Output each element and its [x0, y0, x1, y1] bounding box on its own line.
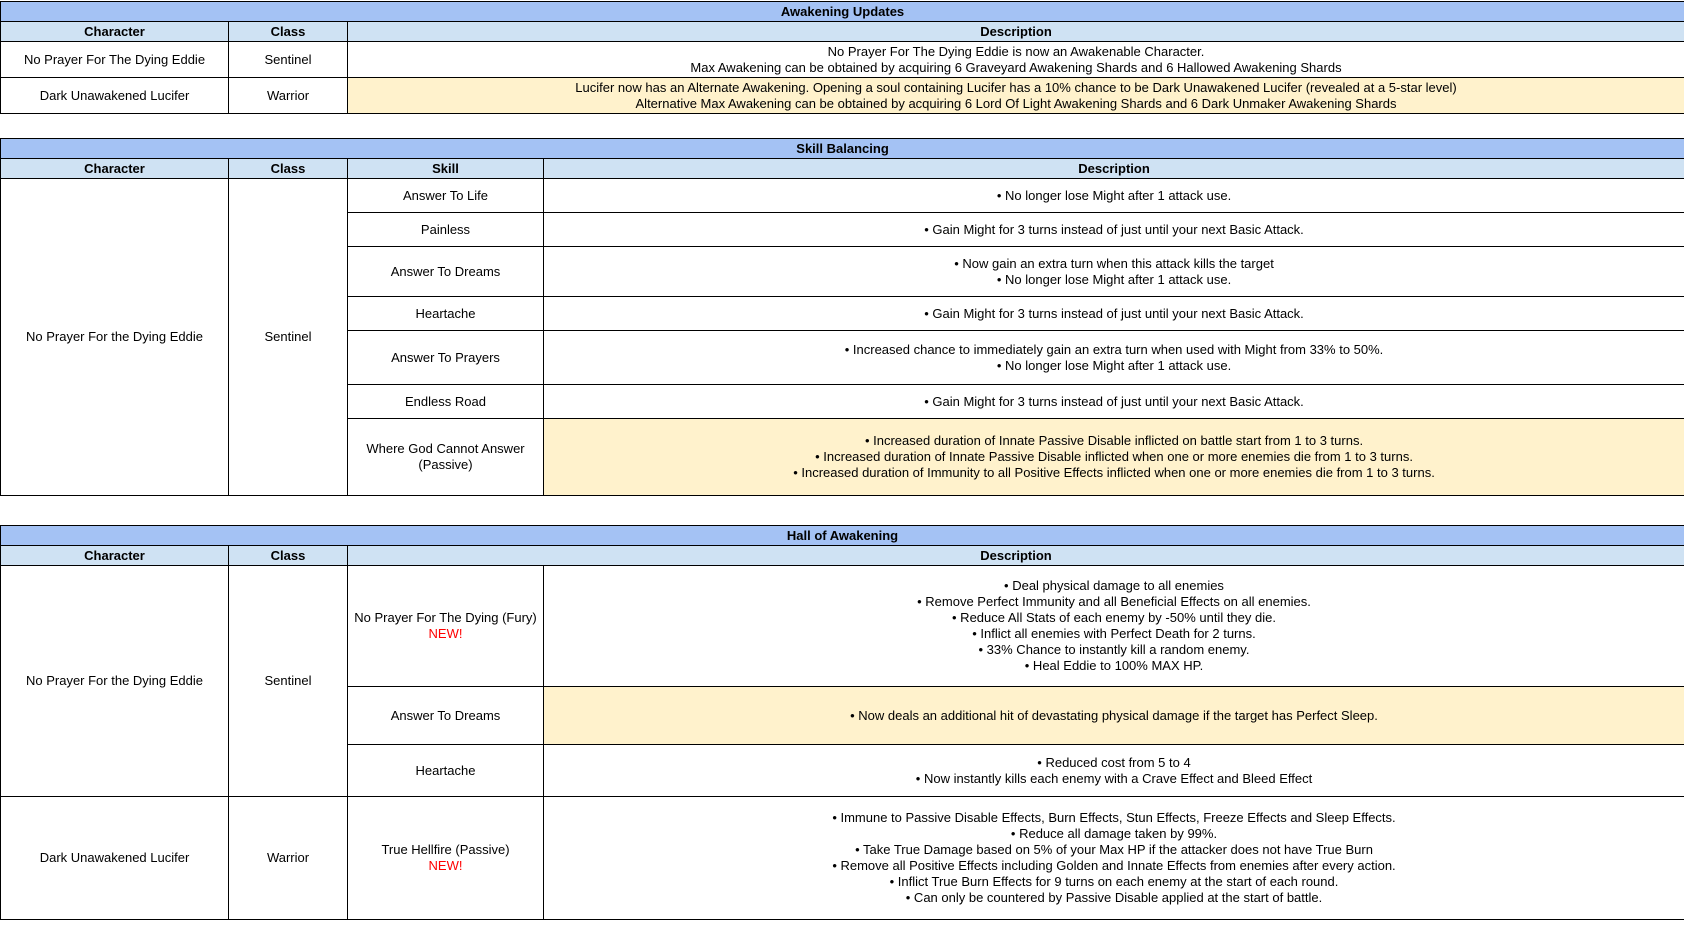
skill-name: Where God Cannot Answer — [366, 441, 525, 456]
header-class: Class — [229, 159, 348, 179]
description-line: • Gain Might for 3 turns instead of just until your next Basic Attack. — [924, 305, 1304, 321]
skill-balancing-title: Skill Balancing — [1, 139, 1684, 159]
skill-cell: Heartache — [348, 745, 544, 797]
header-character: Character — [1, 159, 229, 179]
skill-cell: Heartache — [348, 297, 544, 331]
description-line: • Take True Damage based on 5% of your Max HP if the attacker does not have True Burn — [855, 842, 1373, 857]
hall-of-awakening-title: Hall of Awakening — [1, 526, 1684, 546]
description-cell — [544, 331, 1684, 385]
skill-cell: Painless — [348, 213, 544, 247]
header-class: Class — [229, 22, 348, 42]
description-cell — [348, 78, 1684, 114]
skill-cell: Answer To Life — [348, 179, 544, 213]
description-line: • No longer lose Might after 1 attack use. — [996, 271, 1232, 287]
description-line: • Now gain an extra turn when this attack kills the target — [954, 255, 1274, 271]
description-line: • Can only be countered by Passive Disable applied at the start of battle. — [905, 890, 1323, 905]
description-line: • Heal Eddie to 100% MAX HP. — [1024, 658, 1204, 673]
description-cell — [544, 179, 1684, 213]
description-line: • Now instantly kills each enemy with a Crave Effect and Bleed Effect — [915, 770, 1313, 786]
header-description: Description — [348, 546, 1684, 566]
description-line: • Increased chance to immediately gain an extra turn when used with Might from 33% to 50%. — [844, 341, 1384, 357]
description-line: • Increased duration of Innate Passive Disable inflicted on battle start from 1 to 3 turns. — [864, 433, 1364, 448]
class-cell: Warrior — [229, 797, 348, 920]
header-description: Description — [348, 22, 1684, 42]
awakening-updates-table — [0, 1, 1684, 114]
description-cell — [544, 247, 1684, 297]
skill-name: True Hellfire (Passive) — [381, 842, 510, 857]
table-row — [1, 179, 1684, 213]
new-badge: NEW! — [428, 626, 463, 641]
description-line: • Increased duration of Innate Passive Disable inflicted when one or more enemies die from 1 to 3 turns. — [815, 449, 1413, 464]
table-row — [1, 42, 1684, 78]
header-skill: Skill — [348, 159, 544, 179]
skill-balancing-table — [0, 138, 1684, 496]
description-line: • Inflict True Burn Effects for 9 turns on each enemy at the start of each round. — [889, 874, 1339, 889]
skill-name-suffix: (Passive) — [418, 457, 473, 472]
class-cell: Sentinel — [229, 179, 348, 496]
class-cell: Sentinel — [229, 42, 348, 78]
table-row — [1, 78, 1684, 114]
skill-cell: Answer To Dreams — [348, 687, 544, 745]
character-cell: No Prayer For the Dying Eddie — [1, 566, 229, 797]
description-cell — [544, 687, 1684, 745]
description-line: • Gain Might for 3 turns instead of just until your next Basic Attack. — [924, 221, 1304, 237]
awakening-updates-title: Awakening Updates — [1, 2, 1684, 22]
description-cell — [544, 419, 1684, 496]
description-cell — [544, 745, 1684, 797]
character-cell: No Prayer For the Dying Eddie — [1, 179, 229, 496]
class-cell: Sentinel — [229, 566, 348, 797]
description-cell — [544, 213, 1684, 247]
description-line: • Remove all Positive Effects including Golden and Innate Effects from enemies after every action. — [832, 858, 1396, 873]
skill-cell — [348, 797, 544, 920]
description-line: • Gain Might for 3 turns instead of just until your next Basic Attack. — [924, 393, 1304, 409]
description-cell — [544, 385, 1684, 419]
hall-of-awakening-table — [0, 525, 1684, 920]
skill-cell: Answer To Prayers — [348, 331, 544, 385]
skill-cell: Endless Road — [348, 385, 544, 419]
character-cell: No Prayer For The Dying Eddie — [1, 42, 229, 78]
class-cell: Warrior — [229, 78, 348, 114]
description-line: • Now deals an additional hit of devastating physical damage if the target has Perfect Sleep. — [850, 707, 1378, 723]
skill-cell — [348, 566, 544, 687]
description-line: No Prayer For The Dying Eddie is now an Awakenable Character. — [827, 43, 1205, 59]
description-cell — [348, 42, 1684, 78]
description-line: • Inflict all enemies with Perfect Death for 2 turns. — [972, 626, 1256, 641]
description-line: • Immune to Passive Disable Effects, Burn Effects, Stun Effects, Freeze Effects and Sleep Effects. — [832, 810, 1396, 825]
character-cell: Dark Unawakened Lucifer — [1, 797, 229, 920]
description-line: • No longer lose Might after 1 attack use. — [996, 357, 1232, 373]
description-line: Lucifer now has an Alternate Awakening. Opening a soul containing Lucifer has a 10% chance to be Dark Unawakened Lucifer (revealed at a 5-star level) — [575, 79, 1457, 95]
description-cell — [544, 566, 1684, 687]
description-line: • Deal physical damage to all enemies — [1004, 578, 1224, 593]
description-line: Alternative Max Awakening can be obtained by acquiring 6 Lord Of Light Awakening Shards and 6 Dark Unmaker Awakening Shards — [635, 95, 1397, 111]
table-row — [1, 566, 1684, 687]
header-description: Description — [544, 159, 1684, 179]
new-badge: NEW! — [428, 858, 463, 873]
skill-cell: Answer To Dreams — [348, 247, 544, 297]
skill-cell — [348, 419, 544, 496]
description-cell — [544, 797, 1684, 920]
header-character: Character — [1, 22, 229, 42]
description-line: • Remove Perfect Immunity and all Beneficial Effects on all enemies. — [917, 594, 1311, 609]
description-cell — [544, 297, 1684, 331]
description-line: • No longer lose Might after 1 attack use. — [996, 187, 1232, 203]
description-line: • Reduce All Stats of each enemy by -50% until they die. — [952, 610, 1276, 625]
description-line: • 33% Chance to instantly kill a random enemy. — [978, 642, 1250, 657]
description-line: • Reduce all damage taken by 99%. — [1010, 826, 1218, 841]
skill-name: No Prayer For The Dying (Fury) — [354, 610, 537, 625]
character-cell: Dark Unawakened Lucifer — [1, 78, 229, 114]
description-line: • Reduced cost from 5 to 4 — [1037, 754, 1191, 770]
table-row — [1, 797, 1684, 920]
header-class: Class — [229, 546, 348, 566]
description-line: Max Awakening can be obtained by acquiring 6 Graveyard Awakening Shards and 6 Hallowed Awakening Shards — [690, 59, 1342, 75]
description-line: • Increased duration of Immunity to all Positive Effects inflicted when one or more enemies die from 1 to 3 turns. — [793, 465, 1435, 480]
header-character: Character — [1, 546, 229, 566]
